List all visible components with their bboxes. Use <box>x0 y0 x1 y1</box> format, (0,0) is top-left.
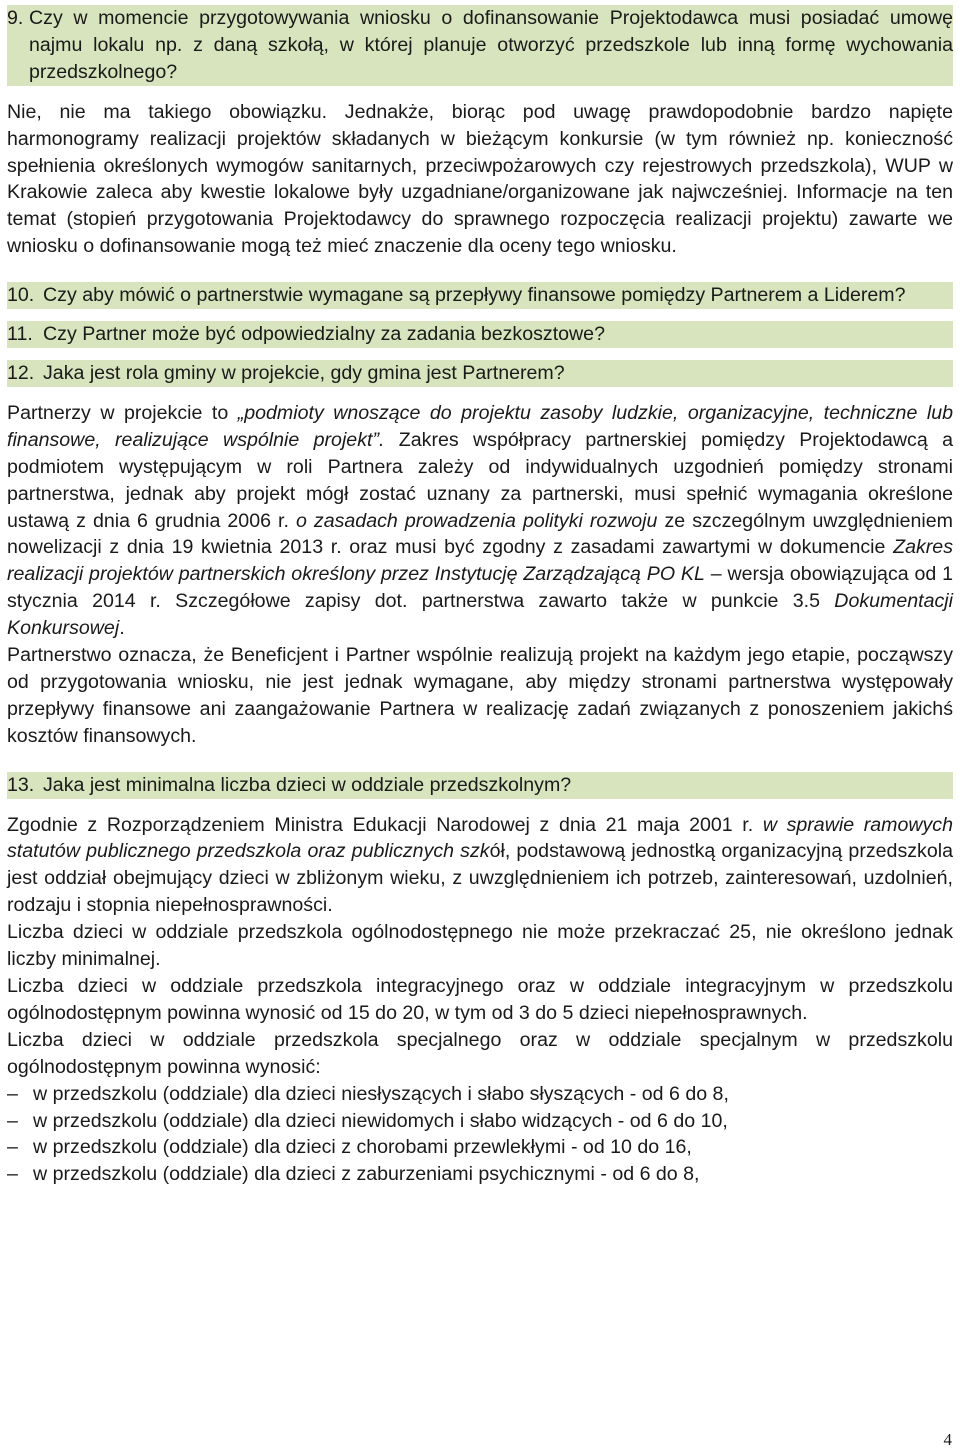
question-9 <box>7 5 953 86</box>
question-13 <box>7 772 953 799</box>
answer-13-paragraph-4: Liczba dzieci w oddziale przedszkola specjalnego oraz w oddziale specjalnym w przedszkolu ogólnodostępnym powinna wynosić: <box>7 1028 953 1078</box>
question-number: 11. <box>7 323 33 346</box>
dash-bullet: – <box>7 1082 18 1105</box>
question-11 <box>7 321 953 348</box>
question-text: Czy aby mówić o partnerstwie wymagane są przepływy finansowe pomiędzy Partnerem a Liderem? <box>43 284 906 307</box>
answer-9: Nie, nie ma takiego obowiązku. Jednakże, biorąc pod uwagę prawdopodobnie bardzo napięte harmonogramy realizacji projektów składanych w bieżącym konkursie (w tym również np. konieczność spełnienia określonych wymogów sanitarnych, przeciwpożarowych czy rejestrowych przedszkola), WUP w Krakowie zaleca aby kwestie lokalowe były uzgadniane/organizowane jak najwcześniej. Informacje na ten temat (stopień przygotowania Projektodawcy do sprawnego rozpoczęcia realizacji projektu) zawarte we wniosku o dofinansowanie mogą też mieć znaczenie dla oceny tego wniosku. <box>7 100 953 258</box>
question-number: 13. <box>7 773 35 796</box>
answer-13-paragraph-1: Zgodnie z Rozporządzeniem Ministra Edukacji Narodowej z dnia 21 maja 2001 r. w sprawie ramowych statutów publicznego przedszkola oraz publicznych szkół, podstawową jednostką organizacyjną przedszkola jest oddział obejmujący dzieci w zbliżonym wieku, z uwzględnieniem ich potrzeb, zainteresowań, uzdolnień, rodzaju i stopnia niepełnosprawności. <box>7 813 953 917</box>
question-number: 12. <box>7 361 35 384</box>
list-item <box>7 1108 953 1135</box>
answer-13-paragraph-3: Liczba dzieci w oddziale przedszkola integracyjnego oraz w oddziale integracyjnym w przedszkolu ogólnodostępnym powinna wynosić od 15 do 20, w tym od 3 do 5 dzieci niepełnosprawnych. <box>7 975 953 1024</box>
question-10 <box>7 282 953 309</box>
answer-12-paragraph-1: Partnerzy w projekcie to „podmioty wnoszące do projektu zasoby ludzkie, organizacyjne, techniczne lub finansowe, realizujące wspólnie projekt”. Zakres współpracy partnerskiej pomiędzy Projektodawcą a podmiotem występującym w roli Partnera zależy od indywidualnych uzgodnień pomiędzy stronami partnerstwa, jednak aby projekt mógł zostać uznany za partnerski, musi spełnić wymagania określone ustawą z dnia 6 grudnia 2006 r. o zasadach prowadzenia polityki rozwoju ze szczególnym uwzględnieniem nowelizacji z dnia 19 kwietnia 2013 r. oraz musi być zgodny z zasadami zawartymi w dokumencie Zakres realizacji projektów partnerskich określony przez Instytucję Zarządzającą PO KL – wersja obowiązująca od 1 stycznia 2014 r. Szczegółowe zapisy dot. partnerstwa zawarto także w punkcie 3.5 Dokumentacji Konkursowej. <box>7 401 953 640</box>
list-item-text: w przedszkolu (oddziale) dla dzieci niewidomych i słabo widzących - od 6 do 10, <box>33 1109 728 1132</box>
dash-list <box>7 1081 953 1189</box>
document-page <box>7 5 953 1188</box>
question-number: 10. <box>7 284 35 307</box>
dash-bullet: – <box>7 1109 18 1132</box>
question-number: 9. <box>7 7 24 29</box>
answer-13-paragraph-2: Liczba dzieci w oddziale przedszkola ogólnodostępnego nie może przekraczać 25, nie określono jednak liczby minimalnej. <box>7 921 953 971</box>
list-item-text: w przedszkolu (oddziale) dla dzieci niesłyszących i słabo słyszących - od 6 do 8, <box>33 1082 729 1105</box>
dash-bullet: – <box>7 1136 18 1159</box>
dash-bullet: – <box>7 1163 18 1186</box>
question-12 <box>7 360 953 387</box>
list-item <box>7 1081 953 1108</box>
question-text: Czy w momencie przygotowywania wniosku o dofinansowanie Projektodawca musi posiadać umowę najmu lokalu np. z daną szkołą, w której planuje otworzyć przedszkole lub inną formę wychowania przedszkolnego? <box>29 7 953 83</box>
list-item-text: w przedszkolu (oddziale) dla dzieci z chorobami przewlekłymi - od 10 do 16, <box>33 1136 692 1159</box>
question-text: Jaka jest minimalna liczba dzieci w oddziale przedszkolnym? <box>43 773 572 796</box>
list-item <box>7 1161 953 1188</box>
list-item-text: w przedszkolu (oddziale) dla dzieci z zaburzeniami psychicznymi - od 6 do 8, <box>33 1163 700 1186</box>
list-item <box>7 1134 953 1161</box>
answer-12-paragraph-2: Partnerstwo oznacza, że Beneficjent i Partner wspólnie realizują projekt na każdym jego etapie, począwszy od przygotowania wniosku, nie jest jednak wymagane, aby między stronami partnerstwa występowały przepływy finansowe ani zaangażowanie Partnera w realizację zadań związanych z ponoszeniem jakichś kosztów finansowych. <box>7 644 953 747</box>
question-text: Jaka jest rola gminy w projekcie, gdy gmina jest Partnerem? <box>43 361 565 384</box>
page-number: 4 <box>943 1430 952 1449</box>
question-text: Czy Partner może być odpowiedzialny za zadania bezkosztowe? <box>43 323 605 346</box>
